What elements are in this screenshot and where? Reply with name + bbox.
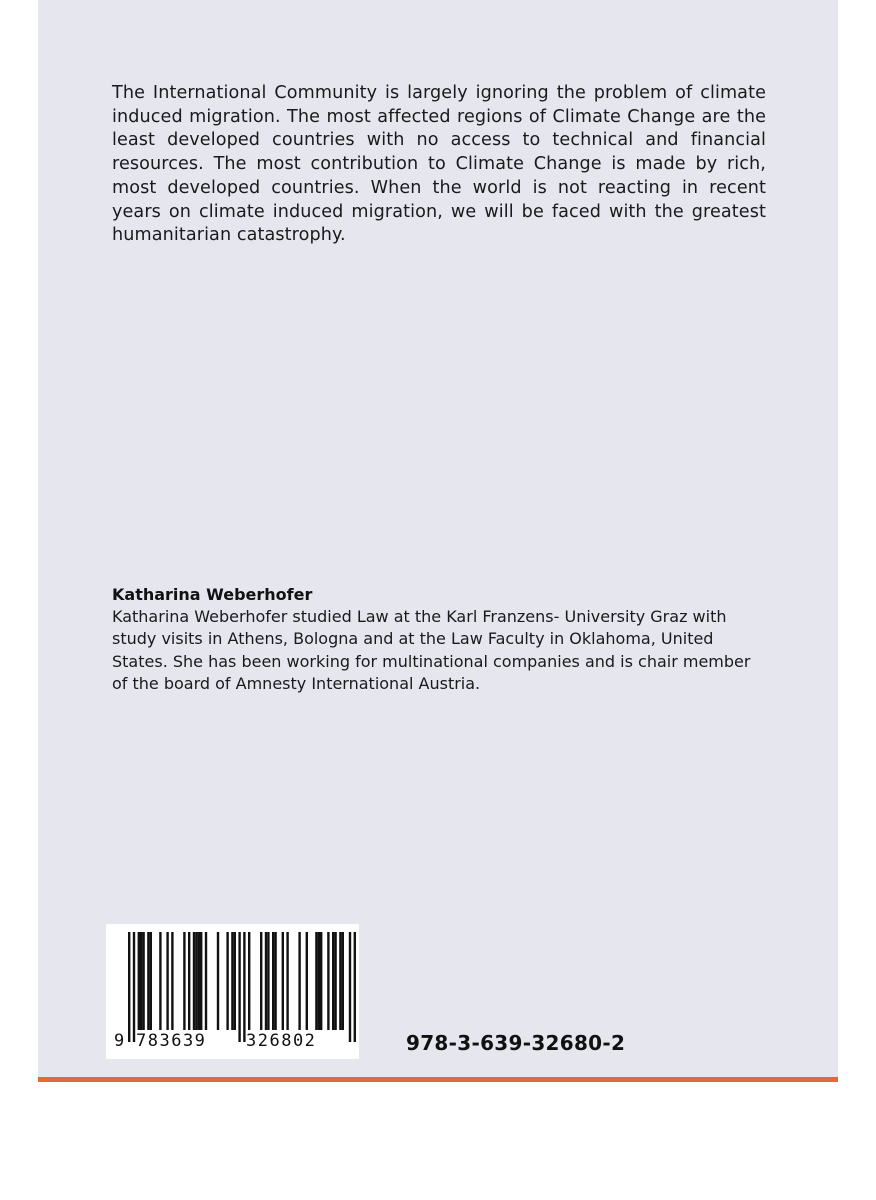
isbn-number: 978-3-639-32680-2	[406, 1031, 626, 1055]
barcode-bar	[217, 932, 219, 1030]
barcode-bar	[140, 932, 142, 1030]
barcode-bar	[142, 932, 144, 1030]
barcode-bar	[265, 932, 267, 1030]
barcode	[106, 924, 359, 1059]
barcode-bar	[200, 932, 202, 1030]
barcode-bar	[150, 932, 152, 1030]
barcode-bar	[342, 932, 344, 1030]
barcode-bar	[133, 932, 135, 1042]
barcode-bar	[334, 932, 336, 1030]
barcode-lead-digit: 9	[114, 1031, 125, 1051]
barcode-bar	[234, 932, 236, 1030]
barcode-bar	[171, 932, 173, 1030]
barcode-bar	[198, 932, 200, 1030]
barcode-bar	[166, 932, 168, 1030]
barcode-digits	[106, 1031, 359, 1055]
barcode-bar	[315, 932, 317, 1030]
barcode-bar	[231, 932, 233, 1030]
barcode-bar	[243, 932, 245, 1042]
barcode-bar	[193, 932, 195, 1030]
barcode-bar	[238, 932, 240, 1042]
barcode-bar	[339, 932, 341, 1030]
author-bio: Katharina Weberhofer studied Law at the Karl Franzens- University Graz with study visits in Athens, Bologna and at the Law Faculty in Oklahoma, United States. She has been working for multinational companies and is chair member of the board of Amnesty International Austria.	[112, 607, 751, 693]
barcode-bar	[332, 932, 334, 1030]
barcode-bar	[195, 932, 197, 1030]
barcode-bar	[248, 932, 250, 1030]
book-blurb: The International Community is largely ignoring the problem of climate induced migration. The most affected regions of Climate Change are the least developed countries with no access to technical and financial resources. The most contribution to Climate Change is made by rich, most developed countries. When the world is not reacting in recent years on climate induced migration, we will be faced with the greatest humanitarian catastrophy.	[112, 83, 766, 246]
author-name: Katharina Weberhofer	[112, 585, 313, 604]
barcode-bar	[298, 932, 300, 1030]
barcode-bar	[282, 932, 284, 1030]
barcode-bar	[159, 932, 161, 1030]
barcode-bar	[306, 932, 308, 1030]
barcode-left-group: 783639	[136, 1031, 207, 1051]
barcode-bar	[327, 932, 329, 1030]
barcode-bar	[205, 932, 207, 1030]
barcode-bar	[320, 932, 322, 1030]
accent-bar	[38, 1077, 838, 1082]
barcode-bar	[286, 932, 288, 1030]
barcode-bar	[354, 932, 356, 1042]
barcode-bar	[128, 932, 130, 1042]
barcode-bar	[272, 932, 274, 1030]
barcode-right-group: 326802	[246, 1031, 317, 1051]
barcode-bar	[147, 932, 149, 1030]
barcode-bar	[183, 932, 185, 1030]
barcode-bar	[349, 932, 351, 1042]
barcode-bar	[188, 932, 190, 1030]
barcode-bar	[226, 932, 228, 1030]
barcode-bar	[267, 932, 269, 1030]
barcode-bar	[318, 932, 320, 1030]
barcode-bar	[274, 932, 276, 1030]
barcode-bar	[138, 932, 140, 1030]
barcode-bar	[260, 932, 262, 1030]
